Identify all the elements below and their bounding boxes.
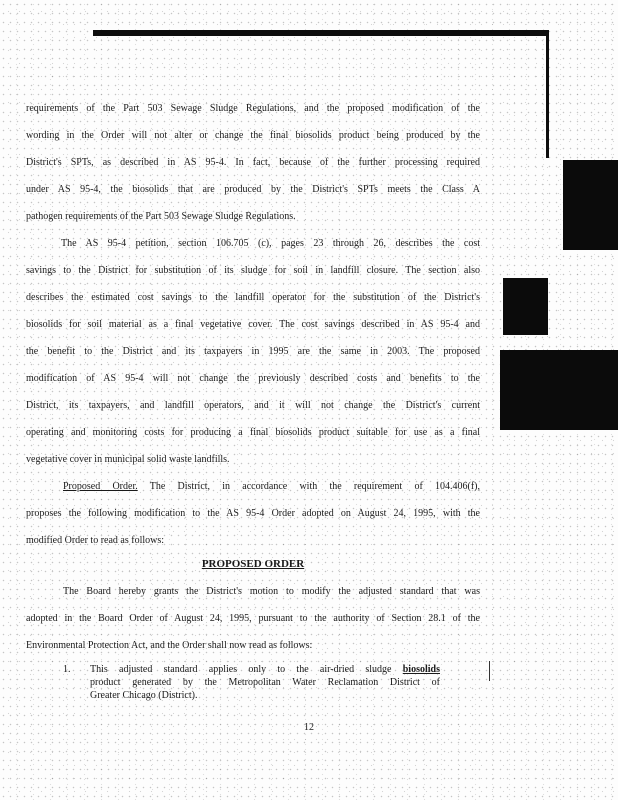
text-span-bold: biosolids xyxy=(402,664,440,675)
scan-right-rule xyxy=(546,30,549,158)
text-line: District, its taxpayers, and landfill operators, and it will not change the District's current xyxy=(26,400,480,411)
list-item-line xyxy=(90,664,440,676)
text-line: proposes the following modification to the AS 95-4 Order adopted on August 24, 1995, with the xyxy=(26,508,480,519)
text-line: modification of AS 95-4 will not change the previously described costs and benefits to the xyxy=(26,373,480,384)
text-line: biosolids for soil material as a final vegetative cover. The cost savings described in AS 95-4 and xyxy=(26,319,480,330)
text-line: The AS 95-4 petition, section 106.705 (c), pages 23 through 26, describes the cost xyxy=(61,238,480,249)
text-line: District's SPTs, as described in AS 95-4. In fact, because of the further processing required xyxy=(26,157,480,168)
proposed-order-lead: Proposed Order. xyxy=(63,481,138,492)
text-line: pathogen requirements of the Part 503 Sewage Sludge Regulations. xyxy=(26,211,296,222)
list-item-line: product generated by the Metropolitan Water Reclamation District of xyxy=(90,677,440,688)
redaction-block xyxy=(563,160,618,250)
text-line: savings to the District for substitution of its sludge for soil in landfill closure. The section also xyxy=(26,265,480,276)
page-number: 12 xyxy=(304,722,314,733)
text-line: vegetative cover in municipal solid waste landfills. xyxy=(26,454,230,465)
section-heading: PROPOSED ORDER xyxy=(201,558,305,570)
text-span: The District, in accordance with the requirement of 104.406(f), xyxy=(137,481,480,492)
text-line: The Board hereby grants the District's motion to modify the adjusted standard that was xyxy=(63,586,480,597)
text-span: This adjusted standard applies only to the air-dried sludge xyxy=(90,664,403,675)
text-line: requirements of the Part 503 Sewage Sludge Regulations, and the proposed modification of the xyxy=(26,103,480,114)
text-line: modified Order to read as follows: xyxy=(26,535,165,546)
text-line xyxy=(63,481,480,493)
text-line: describes the estimated cost savings to the landfill operator for the substitution of the District's xyxy=(26,292,480,303)
text-line: Environmental Protection Act, and the Order shall now read as follows: xyxy=(26,640,313,651)
list-item-number: 1. xyxy=(63,664,71,675)
margin-mark xyxy=(489,661,490,681)
redaction-block xyxy=(500,350,618,430)
scan-top-bar xyxy=(93,30,548,36)
list-item-line: Greater Chicago (District). xyxy=(90,690,198,701)
text-line: adopted in the Board Order of August 24, 1995, pursuant to the authority of Section 28.1 of the xyxy=(26,613,480,624)
text-line: the benefit to the District and its taxpayers in 1995 are the same in 2003. The proposed xyxy=(26,346,480,357)
text-line: operating and monitoring costs for producing a final biosolids product suitable for use as a final xyxy=(26,427,480,438)
redaction-block xyxy=(503,278,548,335)
text-line: wording in the Order will not alter or change the final biosolids product being produced by the xyxy=(26,130,480,141)
text-line: under AS 95-4, the biosolids that are produced by the District's SPTs meets the Class A xyxy=(26,184,480,195)
